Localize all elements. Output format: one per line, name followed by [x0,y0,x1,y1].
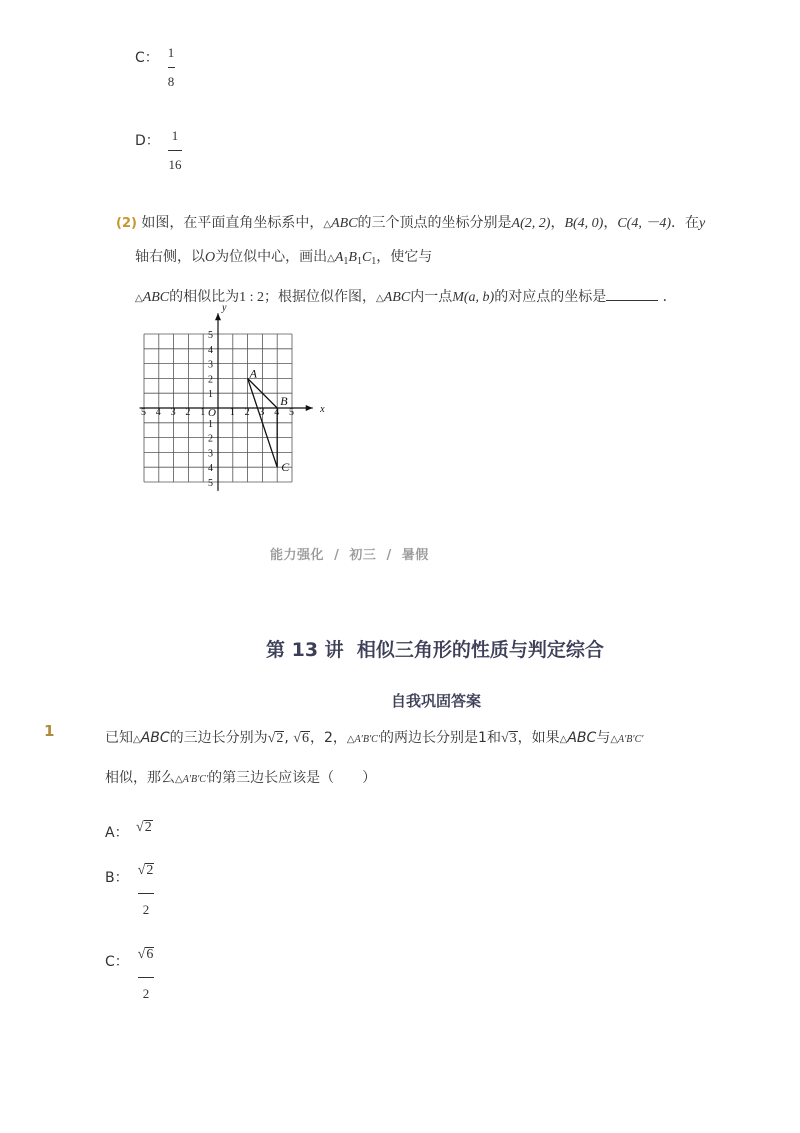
footer-tag-3: 暑假 [401,548,429,563]
triangle-symbol: △ [133,734,141,745]
point-label-b: B [280,394,288,408]
y-tick-label: 3 [208,448,213,460]
point-label-c: C [281,460,290,475]
q2-b1: B [348,250,357,265]
p1-abc-prime: A′B′C′ [618,734,644,745]
option-b-numerator: √2 [137,863,154,878]
q2-c1: C [361,250,372,265]
p1-abc: ABC [140,730,170,746]
triangle-symbol: △ [327,253,335,264]
fraction-bar [168,150,182,151]
footer-sep: / [334,548,340,563]
sqrt-2: √2 [267,731,284,746]
triangle-symbol: △ [376,293,384,304]
triangle-symbol: △ [346,734,355,745]
lesson-title: 第 13 讲 相似三角形的性质与判定综合 [266,639,604,661]
p1-text: ，2， [309,730,347,746]
q2-origin: O [205,250,216,265]
triangle-symbol: △ [610,734,619,745]
point-label-a: A [249,366,257,381]
triangle-symbol: △ [559,734,568,745]
x-tick-label: 4 [274,407,280,418]
y-tick-label: 5 [208,330,213,341]
option-a-letter[interactable]: A： [105,825,129,841]
q2-sub: 1 [343,256,349,267]
p1-text: 的三边长分别为 [169,730,268,746]
fraction-bar [168,67,175,68]
footer-sep: / [386,548,392,563]
y-tick-label: 4 [208,344,213,356]
x-tick-label: 3 [170,407,176,418]
y-tick-label: 2 [208,433,213,445]
p1-text: 已知 [105,730,133,746]
y-tick-label: 2 [208,374,213,386]
q2-sub: 1 [371,256,377,267]
q2-text: 轴右侧，以 [135,249,205,265]
option-c-denominator: 8 [167,74,175,89]
triangle-abc [248,366,291,474]
q2-text: 的对应点的坐标是 [494,289,607,305]
q2-period: ． [662,289,677,305]
answer-blank[interactable] [606,288,658,301]
x-tick-label: 2 [185,407,191,418]
question2-line2 [135,246,432,267]
y-axis-arrow [215,313,221,320]
p1-text: ，如果 [517,730,560,746]
p1-text: 的两边长分别是1和 [380,730,501,746]
q2-text: 的三个顶点的坐标分别是 [357,215,512,231]
origin-label: O [208,407,216,419]
q2-triangle-abc: ABC [331,216,358,231]
option-c-numerator: 1 [167,45,175,60]
question2-line1: (2) 如图，在平面直角坐标系中，△ABC的三个顶点的坐标分别是A(2, 2)，B(4, 0)，C(4, －4)．在y [116,215,706,231]
x-axis-label: x [320,404,325,415]
p1-abc: ABC [567,730,597,746]
q2-point-c: C(4, －4) [617,216,671,231]
q2-triangle-abc: ABC [383,290,411,305]
p1-abc-prime: A′B′C′ [182,774,209,785]
p1-comma: , [284,730,289,746]
radicand: 2 [146,863,154,878]
p1-abc-prime: A′B′C′ [354,734,381,745]
q2-point-a: A(2, 2) [511,216,551,231]
y-tick-label: 1 [208,389,213,401]
triangle-symbol: △ [135,293,143,304]
q2-point-b: B(4, 0) [564,216,604,231]
x-tick-label: 1 [229,407,235,418]
problem1-line1 [105,727,643,747]
x-tick-label: 5 [289,407,294,418]
option-d-numerator: 1 [171,128,179,143]
sqrt-3: √3 [500,731,517,746]
fraction-bar [138,977,154,978]
option-c2-numerator: √6 [137,947,154,962]
option-c-letter: C： [135,50,159,66]
option-c2-denominator: 2 [142,986,150,1001]
q2-text: ．在 [671,215,699,231]
radicand: 6 [301,731,309,746]
footer-tag-2: 初三 [349,548,377,563]
option-b-denominator: 2 [142,902,150,917]
answer-title: 自我巩固答案 [391,692,482,710]
q2-text: 内一点 [410,289,453,305]
option-c2-letter[interactable]: C： [105,954,129,970]
x-tick-label: 4 [155,407,161,418]
option-a-value[interactable]: √2 [136,820,152,835]
problem-number: 1 [44,722,55,740]
radicand: 2 [144,820,152,835]
triangle-symbol: △ [323,219,332,230]
option-d-letter: D： [135,133,160,149]
y-tick-label: 4 [208,463,213,475]
q2-text: ，使它与 [376,249,433,265]
option-b-value[interactable] [135,863,157,918]
q2-text: 的相似比为 [169,289,240,305]
q2-a1: A [334,250,344,265]
p1-text: 与 [596,730,611,746]
q2-ratio: 1 : 2 [239,290,265,305]
p1-text: 的第三边长应该是（ ） [208,770,377,786]
footer-breadcrumb [270,544,429,563]
y-tick-label: 3 [208,359,213,371]
y-axis-label: y [222,302,227,314]
q2-text: 如图，在平面直角坐标系中， [141,215,324,231]
p1-text: 相似，那么 [105,770,175,786]
q2-text: 为位似中心，画出 [215,249,328,265]
x-axis-arrow [306,405,313,411]
y-tick-label: 5 [208,478,213,489]
q2-y: y [699,216,706,231]
x-tick-label: 1 [200,407,206,418]
axes [140,302,326,491]
q2-text: ；根据位似作图， [264,289,377,305]
x-tick-label: 5 [141,407,146,418]
radicand: 3 [509,731,517,746]
sqrt-6: √6 [293,731,309,746]
option-c2-value[interactable] [135,947,157,1002]
radicand: 6 [146,947,154,962]
coordinate-graph [128,300,338,495]
x-tick-label: 3 [259,407,265,418]
fraction-bar [138,893,154,894]
problem1-line2 [105,767,376,787]
x-tick-label: 2 [244,407,250,418]
q2-sub: 1 [356,256,362,267]
option-d-fraction [164,128,186,173]
radicand: 2 [276,731,284,746]
question2-number: (2) [116,216,137,231]
y-tick-label: 1 [208,418,213,430]
triangle-symbol: △ [175,774,183,785]
q2-triangle-abc: ABC [142,290,170,305]
option-c-fraction [162,45,180,90]
footer-tag-1: 能力强化 [270,548,325,563]
option-d-denominator: 16 [168,157,182,172]
option-b-letter[interactable]: B： [105,870,129,886]
q2-point-m: M(a, b) [452,290,495,305]
